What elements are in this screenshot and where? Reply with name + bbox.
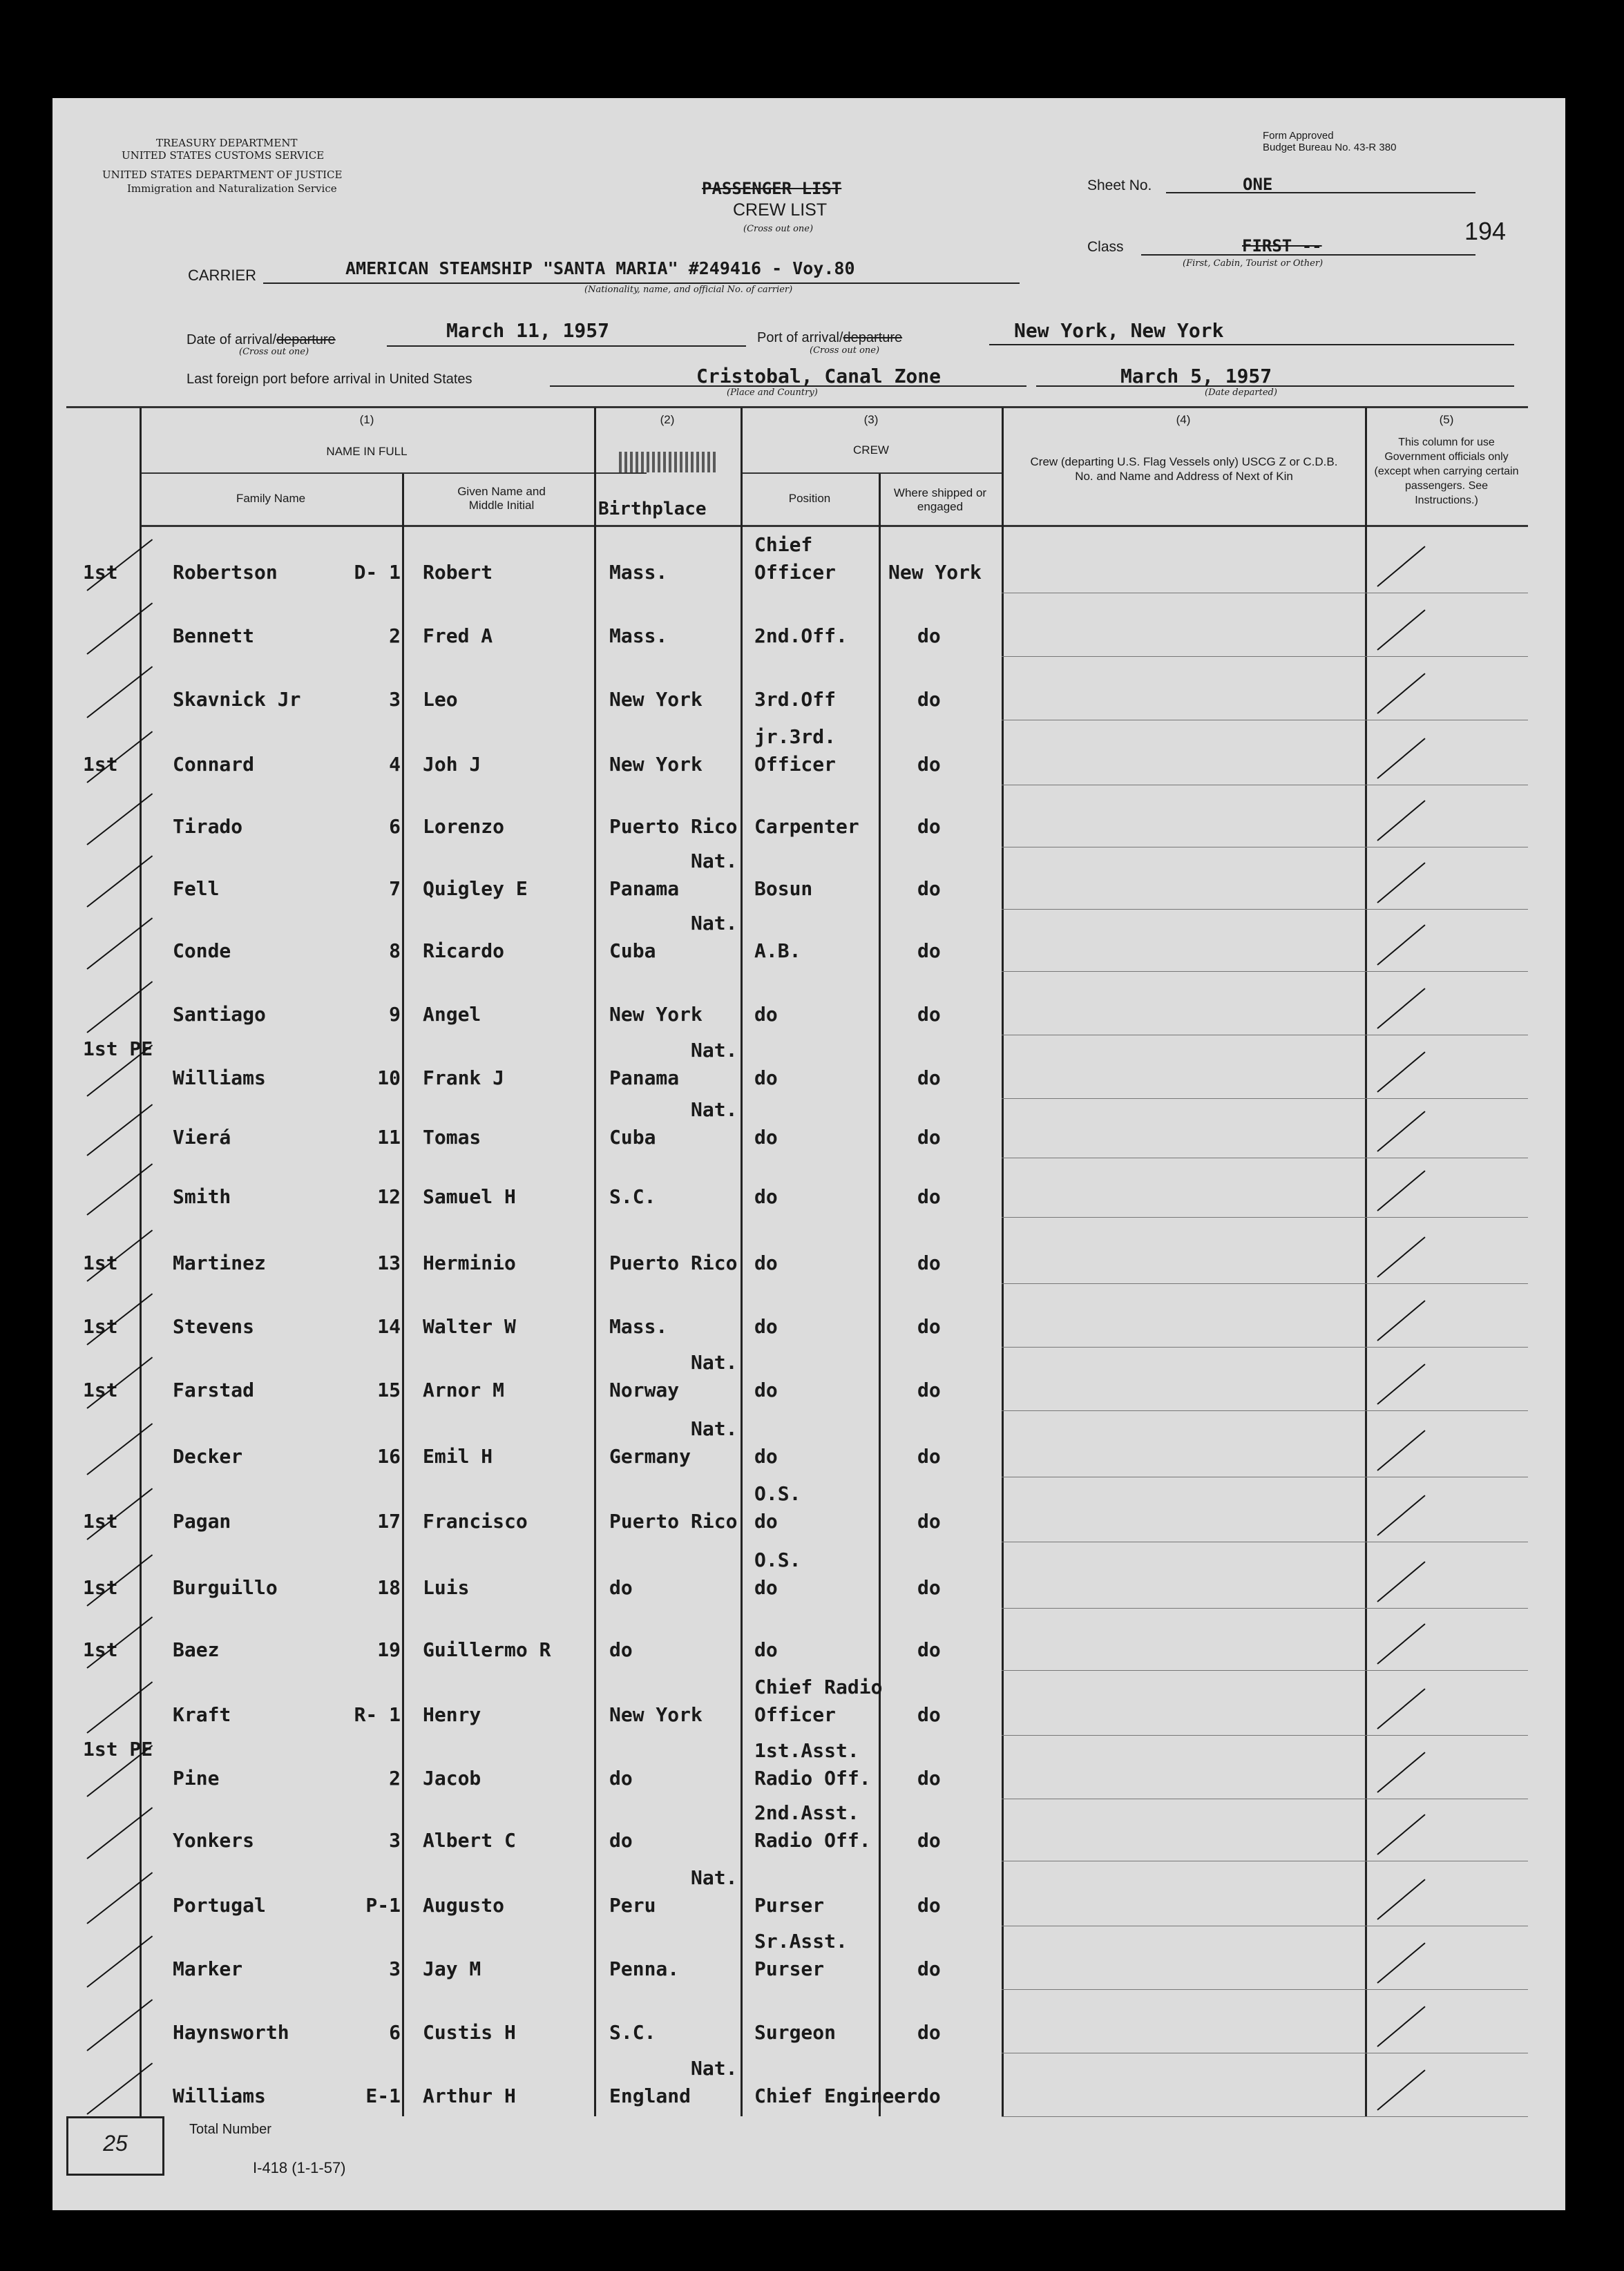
official-check-slash (1377, 2006, 1425, 2047)
crew-number: 8 (389, 939, 401, 962)
family-name: Santiago (173, 1003, 266, 1026)
row-mark: 1st PE (83, 1738, 153, 1761)
position: 3rd.Off (754, 688, 837, 711)
where-shipped: do (917, 2085, 941, 2107)
birthplace: New York (609, 1703, 703, 1726)
official-check-slash (1377, 1363, 1425, 1404)
where-shipped: do (917, 1894, 941, 1917)
given-name: Leo (423, 688, 458, 711)
official-check-slash (1377, 738, 1425, 778)
official-check-slash (1377, 1300, 1425, 1341)
position-line1: Chief (754, 533, 813, 556)
official-check-slash (1377, 1942, 1425, 1983)
given-name: Albert C (423, 1829, 516, 1852)
position: Officer (754, 561, 837, 584)
given-name: Walter W (423, 1315, 516, 1338)
given-name: Jay M (423, 1957, 481, 1980)
given-name: Robert (423, 561, 493, 584)
position-line1: 2nd.Asst. (754, 1801, 859, 1824)
form-approved: Form Approved (1263, 130, 1334, 142)
row-mark: 1st (83, 561, 118, 584)
official-check-slash (1377, 2069, 1425, 2110)
official-check-slash (1377, 1430, 1425, 1470)
agency-justice: UNITED STATES DEPARTMENT OF JUSTICE (102, 169, 343, 181)
crew-number: 10 (377, 1066, 401, 1089)
position: do (754, 1185, 778, 1208)
date-note: (Cross out one) (239, 347, 309, 357)
position: do (754, 1315, 778, 1338)
official-check-slash (1377, 1495, 1425, 1535)
col2-title: Birthplace (598, 499, 707, 519)
birthplace: do (609, 1638, 633, 1661)
position: 2nd.Off. (754, 624, 848, 647)
given-name: Lorenzo (423, 815, 505, 838)
agency-treasury: TREASURY DEPARTMENT (156, 137, 298, 149)
check-slash (86, 1872, 153, 1924)
official-check-slash (1377, 862, 1425, 903)
family-name: Stevens (173, 1315, 255, 1338)
position: Radio Off. (754, 1829, 871, 1852)
row-mark: 1st (83, 1576, 118, 1599)
col3-position-header: Position (788, 492, 831, 505)
position: Surgeon (754, 2021, 837, 2044)
col2-number: (2) (660, 413, 675, 426)
carrier-value: AMERICAN STEAMSHIP "SANTA MARIA" #249416 - Voy.80 (345, 258, 855, 278)
col4-title: Crew (departing U.S. Flag Vessels only) USCG Z or C.D.B. No. and Name and Address of Next of Kin (1030, 455, 1338, 483)
official-check-slash (1377, 546, 1425, 586)
given-name: Arnor M (423, 1379, 505, 1401)
crew-number: R- 1 (354, 1703, 401, 1726)
col5-number: (5) (1439, 413, 1454, 426)
birthplace-note: Nat. (691, 1351, 738, 1374)
total-number-value: 25 (103, 2131, 128, 2156)
row-mark: 1st (83, 1252, 118, 1274)
where-shipped: do (917, 1445, 941, 1468)
birthplace: S.C. (609, 2021, 656, 2044)
check-slash (86, 793, 153, 845)
crew-number: 3 (389, 1957, 401, 1980)
date-label: Date of arrival/departure (187, 332, 336, 347)
port-label: Port of arrival/departure (757, 330, 903, 345)
document-page (52, 98, 1565, 2210)
position-line1: 1st.Asst. (754, 1739, 859, 1762)
given-name: Emil H (423, 1445, 493, 1468)
where-shipped: do (917, 877, 941, 900)
family-name: Tirado (173, 815, 243, 838)
birthplace: New York (609, 688, 703, 711)
row-mark: 1st (83, 753, 118, 776)
check-slash (86, 855, 153, 907)
birthplace-note: Nat. (691, 850, 738, 872)
sheet-value: ONE (1243, 175, 1273, 194)
given-name: Francisco (423, 1510, 528, 1533)
position: do (754, 1003, 778, 1026)
family-name: Skavnick Jr (173, 688, 301, 711)
birthplace-note: Nat. (691, 1039, 738, 1062)
family-name: Baez (173, 1638, 220, 1661)
where-shipped: do (917, 1703, 941, 1726)
given-name: Joh J (423, 753, 481, 776)
date-departed-value: March 5, 1957 (1120, 365, 1272, 387)
official-check-slash (1377, 1814, 1425, 1855)
birthplace-note: Nat. (691, 2057, 738, 2080)
given-name: Arthur H (423, 2085, 516, 2107)
position-line1: Sr.Asst. (754, 1930, 848, 1953)
check-slash (86, 1681, 153, 1733)
col4-number: (4) (1176, 413, 1191, 426)
position: A.B. (754, 939, 801, 962)
crew-number: 12 (377, 1185, 401, 1208)
family-name: Williams (173, 1066, 266, 1089)
position: Chief Engineer (754, 2085, 918, 2107)
official-check-slash (1377, 609, 1425, 650)
crew-number: E-1 (365, 2085, 401, 2107)
check-slash (86, 1163, 153, 1215)
struck-title: PASSENGER LIST (702, 179, 842, 198)
official-check-slash (1377, 1623, 1425, 1664)
birthplace: Panama (609, 1066, 680, 1089)
row-mark: 1st (83, 1510, 118, 1533)
col5-title: This column for use Government officials only (except when carrying certain passengers. See Instructions.) (1374, 437, 1519, 506)
official-check-slash (1377, 1051, 1425, 1092)
birthplace: Penna. (609, 1957, 680, 1980)
crew-number: 3 (389, 688, 401, 711)
where-shipped: do (917, 1638, 941, 1661)
birthplace: Mass. (609, 624, 668, 647)
col1-family-header: Family Name (236, 492, 306, 505)
col3-number: (3) (863, 413, 879, 426)
crew-number: 2 (389, 624, 401, 647)
position-line1: O.S. (754, 1549, 801, 1571)
cross-out-note: (Cross out one) (743, 224, 814, 234)
position: Officer (754, 1703, 837, 1726)
row-mark: 1st (83, 1638, 118, 1661)
given-name: Fred A (423, 624, 493, 647)
where-shipped: do (917, 1957, 941, 1980)
position-line1: O.S. (754, 1482, 801, 1505)
crew-number: 16 (377, 1445, 401, 1468)
position: do (754, 1126, 778, 1149)
last-port-value: Cristobal, Canal Zone (696, 365, 942, 387)
given-name: Henry (423, 1703, 481, 1726)
arrival-date: March 11, 1957 (446, 319, 610, 342)
family-name: Williams (173, 2085, 266, 2107)
given-name: Luis (423, 1576, 470, 1599)
port-value: New York, New York (1014, 319, 1224, 342)
form-number: I-418 (1-1-57) (253, 2159, 346, 2176)
family-name: Pine (173, 1767, 220, 1790)
family-name: Connard (173, 753, 255, 776)
family-name: Pagan (173, 1510, 231, 1533)
crew-number: 11 (377, 1126, 401, 1149)
position-line1: jr.3rd. (754, 725, 837, 748)
where-shipped: do (917, 1510, 941, 1533)
given-name: Frank J (423, 1066, 505, 1089)
birthplace: Mass. (609, 1315, 668, 1338)
position: Radio Off. (754, 1767, 871, 1790)
position: Carpenter (754, 815, 859, 838)
birthplace: Puerto Rico (609, 1252, 738, 1274)
agency-immigration: Immigration and Naturalization Service (127, 182, 337, 195)
page-title: CREW LIST (733, 200, 828, 220)
check-slash (86, 1935, 153, 1987)
crew-number: D- 1 (354, 561, 401, 584)
given-name: Guillermo R (423, 1638, 551, 1661)
check-slash (86, 1423, 153, 1475)
where-shipped: New York (888, 561, 982, 584)
official-check-slash (1377, 988, 1425, 1028)
crew-number: 15 (377, 1379, 401, 1401)
crew-number: 7 (389, 877, 401, 900)
check-slash (86, 1999, 153, 2051)
crew-number: 18 (377, 1576, 401, 1599)
where-shipped: do (917, 1315, 941, 1338)
official-check-slash (1377, 1752, 1425, 1792)
birthplace: Panama (609, 877, 680, 900)
birthplace: New York (609, 1003, 703, 1026)
birthplace: Germany (609, 1445, 691, 1468)
official-check-slash (1377, 1879, 1425, 1919)
given-name: Quigley E (423, 877, 528, 900)
family-name: Martinez (173, 1252, 266, 1274)
agency-customs: UNITED STATES CUSTOMS SERVICE (122, 149, 325, 162)
birthplace: Puerto Rico (609, 1510, 738, 1533)
birthplace: Mass. (609, 561, 668, 584)
birthplace: do (609, 1576, 633, 1599)
crew-number: 13 (377, 1252, 401, 1274)
position: do (754, 1252, 778, 1274)
port-note: (Cross out one) (810, 345, 880, 356)
given-name: Jacob (423, 1767, 481, 1790)
birthplace-note: Nat. (691, 1098, 738, 1121)
where-shipped: do (917, 1003, 941, 1026)
family-name: Burguillo (173, 1576, 278, 1599)
class-note: (First, Cabin, Tourist or Other) (1183, 258, 1324, 269)
given-name: Tomas (423, 1126, 481, 1149)
family-name: Conde (173, 939, 231, 962)
crew-number: 4 (389, 753, 401, 776)
official-check-slash (1377, 924, 1425, 965)
budget-bureau: Budget Bureau No. 43-R 380 (1263, 142, 1397, 153)
given-name: Ricardo (423, 939, 505, 962)
position: Purser (754, 1894, 825, 1917)
row-mark: 1st (83, 1379, 118, 1401)
family-name: Marker (173, 1957, 243, 1980)
where-shipped: do (917, 688, 941, 711)
check-slash (86, 917, 153, 969)
birthplace-note: Nat. (691, 912, 738, 935)
position: Bosun (754, 877, 813, 900)
where-shipped: do (917, 815, 941, 838)
class-value: FIRST -- (1242, 236, 1322, 256)
given-name: Custis H (423, 2021, 516, 2044)
row-mark: 1st PE (83, 1037, 153, 1060)
where-shipped: do (917, 624, 941, 647)
where-shipped: do (917, 2021, 941, 2044)
row-mark: 1st (83, 1315, 118, 1338)
total-number-box (66, 2116, 164, 2176)
family-name: Smith (173, 1185, 231, 1208)
col3-title: CREW (853, 443, 889, 457)
last-port-label: Last foreign port before arrival in United States (187, 372, 472, 387)
birthplace-note: Nat. (691, 1866, 738, 1889)
official-check-slash (1377, 1111, 1425, 1151)
family-name: Decker (173, 1445, 243, 1468)
position: do (754, 1379, 778, 1401)
birthplace: Puerto Rico (609, 815, 738, 838)
crew-number: 3 (389, 1829, 401, 1852)
family-name: Bennett (173, 624, 255, 647)
date-departed-note: (Date departed) (1205, 387, 1277, 398)
birthplace: England (609, 2085, 691, 2107)
col1-title: NAME IN FULL (326, 445, 408, 458)
official-check-slash (1377, 1561, 1425, 1602)
birthplace: Cuba (609, 1126, 656, 1149)
where-shipped: do (917, 939, 941, 962)
where-shipped: do (917, 1829, 941, 1852)
birthplace: do (609, 1767, 633, 1790)
where-shipped: do (917, 1126, 941, 1149)
family-name: Yonkers (173, 1829, 255, 1852)
birthplace: Peru (609, 1894, 656, 1917)
official-check-slash (1377, 800, 1425, 841)
col1-given-header: Given Name and Middle Initial (457, 485, 546, 512)
family-name: Farstad (173, 1379, 255, 1401)
sheet-label: Sheet No. (1087, 178, 1152, 193)
birthplace: S.C. (609, 1185, 656, 1208)
where-shipped: do (917, 1066, 941, 1089)
last-port-note: (Place and Country) (727, 387, 818, 398)
carrier-note: (Nationality, name, and official No. of carrier) (584, 285, 793, 295)
position: do (754, 1445, 778, 1468)
given-name: Augusto (423, 1894, 505, 1917)
crew-number: 17 (377, 1510, 401, 1533)
crew-number: 6 (389, 2021, 401, 2044)
position-line1: Chief Radio (754, 1676, 883, 1698)
birthplace: do (609, 1829, 633, 1852)
check-slash (86, 981, 153, 1033)
given-name: Angel (423, 1003, 481, 1026)
official-check-slash (1377, 1236, 1425, 1277)
official-check-slash (1377, 1688, 1425, 1729)
family-name: Haynsworth (173, 2021, 289, 2044)
position: do (754, 1576, 778, 1599)
check-slash (86, 2062, 153, 2114)
family-name: Portugal (173, 1894, 266, 1917)
class-label: Class (1087, 239, 1124, 255)
given-name: Herminio (423, 1252, 516, 1274)
official-check-slash (1377, 1170, 1425, 1211)
birthplace: New York (609, 753, 703, 776)
position: do (754, 1066, 778, 1089)
family-name: Kraft (173, 1703, 231, 1726)
birthplace: Norway (609, 1379, 680, 1401)
check-slash (86, 602, 153, 654)
where-shipped: do (917, 1252, 941, 1274)
where-shipped: do (917, 1379, 941, 1401)
where-shipped: do (917, 1185, 941, 1208)
page-number: 194 (1464, 217, 1507, 245)
crew-number: 9 (389, 1003, 401, 1026)
check-slash (86, 666, 153, 718)
crew-number: 6 (389, 815, 401, 838)
where-shipped: do (917, 1576, 941, 1599)
where-shipped: do (917, 753, 941, 776)
total-number-label: Total Number (189, 2122, 271, 2137)
position: do (754, 1638, 778, 1661)
crew-number: 2 (389, 1767, 401, 1790)
struck-column-text (619, 452, 716, 472)
check-slash (86, 1807, 153, 1859)
birthplace-note: Nat. (691, 1417, 738, 1440)
check-slash (86, 1104, 153, 1156)
crew-number: P-1 (365, 1894, 401, 1917)
family-name: Fell (173, 877, 220, 900)
carrier-label: CARRIER (188, 267, 257, 284)
crew-number: 19 (377, 1638, 401, 1661)
family-name: Vierá (173, 1126, 231, 1149)
crew-number: 14 (377, 1315, 401, 1338)
position: do (754, 1510, 778, 1533)
family-name: Robertson (173, 561, 278, 584)
col1-number: (1) (359, 413, 374, 426)
official-check-slash (1377, 673, 1425, 713)
position: Purser (754, 1957, 825, 1980)
where-shipped: do (917, 1767, 941, 1790)
given-name: Samuel H (423, 1185, 516, 1208)
birthplace: Cuba (609, 939, 656, 962)
position: Officer (754, 753, 837, 776)
col3-shipped-header: Where shipped or engaged (893, 486, 987, 513)
